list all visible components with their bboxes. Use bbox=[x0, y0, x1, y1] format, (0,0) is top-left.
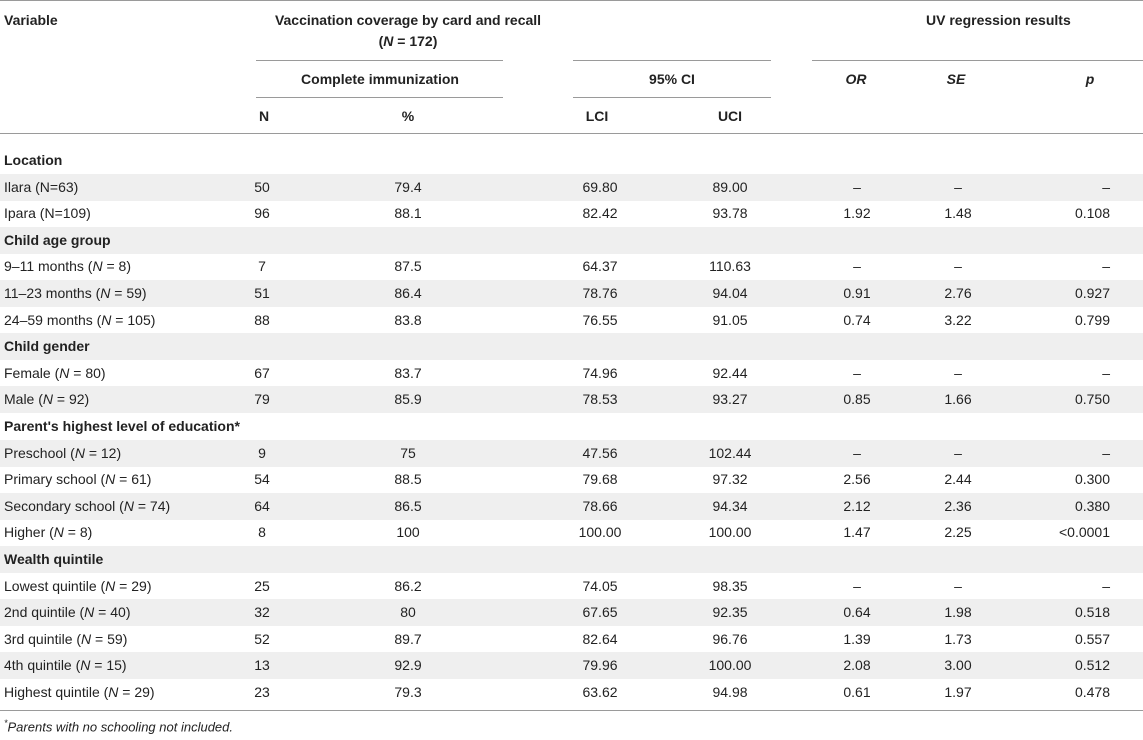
cell-lci: 47.56 bbox=[582, 444, 618, 461]
row-label bbox=[4, 280, 147, 307]
top-rule bbox=[0, 0, 1143, 1]
uv-results-rule bbox=[812, 60, 1143, 61]
cell-se: 1.98 bbox=[944, 604, 972, 621]
cell-p: 0.927 bbox=[1074, 285, 1110, 301]
table-row bbox=[0, 493, 1143, 520]
cell-n: 7 bbox=[258, 258, 266, 275]
cell-uci: 100.00 bbox=[708, 657, 752, 674]
table-row bbox=[0, 679, 1143, 706]
cell-uci: 89.00 bbox=[712, 178, 748, 195]
row-label bbox=[4, 519, 92, 546]
cell-p: 0.799 bbox=[1074, 311, 1110, 328]
cell-se: 2.25 bbox=[944, 524, 972, 541]
table-row bbox=[0, 466, 1143, 493]
row-label-it: N bbox=[105, 577, 116, 594]
header-variable: Variable bbox=[4, 12, 58, 28]
table-row bbox=[0, 253, 1143, 280]
cell-n: 13 bbox=[254, 657, 270, 674]
cell-or: – bbox=[853, 258, 861, 275]
cell-lci: 74.96 bbox=[582, 364, 618, 381]
cell-pct: 86.5 bbox=[394, 497, 422, 514]
row-label-post: = 29) bbox=[115, 577, 152, 594]
cell-lci: 63.62 bbox=[582, 684, 618, 700]
section-label-text: Child gender bbox=[4, 338, 90, 355]
row-label-pre: Primary school ( bbox=[4, 471, 106, 488]
table-row bbox=[0, 307, 1143, 334]
cell-p: – bbox=[1102, 444, 1110, 461]
header-coverage-line1: Vaccination coverage by card and recall bbox=[274, 12, 542, 28]
section-row bbox=[0, 413, 1143, 440]
cell-p: 0.518 bbox=[1074, 604, 1110, 621]
row-label-it: N bbox=[101, 311, 112, 328]
row-label-pre: Ilara (N=63) bbox=[4, 178, 79, 195]
cell-lci: 74.05 bbox=[582, 577, 618, 594]
cell-se: – bbox=[954, 577, 962, 594]
cell-n: 32 bbox=[254, 604, 270, 621]
header-bottom-rule bbox=[0, 133, 1143, 134]
row-label-pre: Preschool ( bbox=[4, 444, 75, 461]
row-label-it: N bbox=[92, 258, 103, 275]
cell-or: 2.12 bbox=[843, 497, 871, 514]
row-label bbox=[4, 466, 151, 493]
cell-p: 0.380 bbox=[1074, 497, 1110, 514]
header-se: SE bbox=[946, 71, 966, 87]
cell-lci: 79.96 bbox=[582, 657, 618, 674]
cell-p: 0.478 bbox=[1074, 684, 1110, 700]
row-label-post: = 15) bbox=[90, 657, 127, 674]
header-or: OR bbox=[845, 71, 867, 87]
cell-lci: 78.53 bbox=[582, 391, 618, 408]
row-label-pre: Secondary school ( bbox=[4, 497, 124, 514]
table-row bbox=[0, 652, 1143, 679]
header-p: p bbox=[1085, 71, 1095, 87]
section-label bbox=[4, 546, 103, 573]
cell-or: 1.39 bbox=[843, 630, 871, 647]
row-label-it: N bbox=[84, 604, 95, 621]
cell-se: – bbox=[954, 178, 962, 195]
section-label bbox=[4, 227, 111, 254]
row-label-it: N bbox=[80, 657, 91, 674]
cell-uci: 91.05 bbox=[712, 311, 748, 328]
cell-lci: 67.65 bbox=[582, 604, 618, 621]
table-row bbox=[0, 174, 1143, 201]
section-label-text: Location bbox=[4, 152, 63, 168]
cell-or: 0.91 bbox=[843, 285, 871, 301]
row-label-post: = 61) bbox=[115, 471, 152, 488]
cell-uci: 94.34 bbox=[712, 497, 748, 514]
header-lci: LCI bbox=[585, 108, 609, 124]
subheader-rule-ci bbox=[573, 97, 771, 98]
cell-n: 96 bbox=[254, 205, 270, 222]
row-label-post: = 74) bbox=[133, 497, 171, 514]
cell-n: 25 bbox=[254, 577, 270, 594]
row-label-pre: Lowest quintile ( bbox=[4, 577, 106, 594]
cell-lci: 78.76 bbox=[582, 285, 618, 301]
table-row bbox=[0, 280, 1143, 307]
row-label-it: N bbox=[81, 630, 92, 647]
table-row bbox=[0, 386, 1143, 413]
row-label-it: N bbox=[42, 391, 54, 408]
cell-p: 0.108 bbox=[1074, 205, 1110, 222]
section-label bbox=[4, 333, 90, 360]
row-label-pre: 9–11 months ( bbox=[4, 258, 93, 275]
cell-or: – bbox=[853, 364, 861, 381]
cell-or: 1.92 bbox=[843, 205, 871, 222]
row-label-it: N bbox=[59, 364, 70, 381]
cell-pct: 87.5 bbox=[394, 258, 422, 275]
table-row bbox=[0, 626, 1143, 653]
row-label bbox=[4, 493, 170, 520]
cell-p: 0.300 bbox=[1074, 471, 1110, 488]
cell-lci: 82.64 bbox=[582, 630, 618, 647]
cell-pct: 75 bbox=[400, 444, 416, 461]
row-label-pre: 3rd quintile ( bbox=[4, 630, 82, 647]
cell-se: – bbox=[954, 364, 962, 381]
row-label-it: N bbox=[105, 471, 116, 488]
cell-se: – bbox=[954, 258, 962, 275]
cell-pct: 88.1 bbox=[394, 205, 422, 222]
cell-se: 1.66 bbox=[944, 391, 972, 408]
row-label-post: = 8) bbox=[102, 258, 131, 275]
row-label-post: = 12) bbox=[84, 444, 122, 461]
row-label-post: = 29) bbox=[118, 684, 155, 700]
row-label-pre: Male ( bbox=[4, 391, 43, 408]
header-complete-immunization: Complete immunization bbox=[301, 71, 459, 87]
row-label-pre: Female ( bbox=[4, 364, 60, 381]
cell-se: 1.97 bbox=[944, 684, 972, 700]
header-ci95: 95% CI bbox=[649, 71, 695, 87]
cell-or: 2.56 bbox=[843, 471, 871, 488]
cell-pct: 79.4 bbox=[394, 178, 422, 195]
footnote bbox=[4, 718, 233, 734]
cell-se: 1.73 bbox=[944, 630, 972, 647]
header-coverage-n-italic: N bbox=[383, 33, 394, 49]
row-label bbox=[4, 360, 106, 387]
row-label-pre: Higher ( bbox=[4, 524, 54, 541]
cell-lci: 100.00 bbox=[578, 524, 622, 541]
cell-uci: 110.63 bbox=[709, 258, 751, 275]
row-label-pre: 2nd quintile ( bbox=[4, 604, 85, 621]
section-label-text: Wealth quintile bbox=[4, 551, 104, 567]
cell-or: 0.64 bbox=[843, 604, 871, 621]
cell-pct: 79.3 bbox=[394, 684, 422, 700]
cell-or: 2.08 bbox=[843, 657, 871, 674]
section-row bbox=[0, 333, 1143, 360]
table-row bbox=[0, 573, 1143, 600]
cell-or: 0.85 bbox=[843, 391, 871, 408]
cell-pct: 100 bbox=[396, 524, 420, 541]
row-label bbox=[4, 679, 155, 706]
cell-pct: 83.7 bbox=[394, 364, 422, 381]
section-label bbox=[4, 413, 240, 440]
cell-pct: 92.9 bbox=[394, 657, 422, 674]
header-pct: % bbox=[401, 108, 415, 124]
section-label-text: Child age group bbox=[4, 231, 111, 248]
cell-uci: 92.35 bbox=[712, 604, 748, 621]
row-label bbox=[4, 200, 91, 227]
cell-pct: 86.2 bbox=[394, 577, 422, 594]
section-row bbox=[0, 147, 1143, 174]
header-n: N bbox=[258, 108, 270, 124]
cell-p: 0.750 bbox=[1074, 391, 1110, 408]
cell-pct: 86.4 bbox=[394, 285, 422, 301]
cell-n: 50 bbox=[254, 178, 270, 195]
header-coverage-n-value: = 172) bbox=[393, 33, 438, 49]
cell-uci: 93.78 bbox=[712, 205, 748, 222]
cell-pct: 88.5 bbox=[394, 471, 422, 488]
cell-p: 0.557 bbox=[1074, 630, 1110, 647]
cell-n: 88 bbox=[254, 311, 270, 328]
cell-n: 23 bbox=[254, 684, 270, 700]
row-label-pre: 4th quintile ( bbox=[4, 657, 81, 674]
cell-n: 9 bbox=[258, 444, 266, 461]
cell-uci: 94.98 bbox=[712, 684, 748, 700]
table-row bbox=[0, 360, 1143, 387]
cell-se: 3.22 bbox=[944, 311, 972, 328]
cell-pct: 80 bbox=[400, 604, 416, 621]
row-label-post: = 105) bbox=[111, 311, 156, 328]
cell-pct: 83.8 bbox=[394, 311, 422, 328]
cell-se: – bbox=[954, 444, 962, 461]
subheader-rule-left bbox=[256, 97, 503, 98]
row-label-it: N bbox=[74, 444, 85, 461]
row-label bbox=[4, 626, 127, 653]
row-label bbox=[4, 440, 121, 467]
cell-lci: 79.68 bbox=[582, 471, 618, 488]
table-row bbox=[0, 599, 1143, 626]
cell-uci: 102.44 bbox=[708, 444, 752, 461]
cell-or: – bbox=[853, 444, 861, 461]
cell-lci: 82.42 bbox=[582, 205, 618, 222]
cell-or: – bbox=[853, 178, 861, 195]
cell-lci: 69.80 bbox=[582, 178, 618, 195]
row-label bbox=[4, 386, 89, 413]
cell-pct: 89.7 bbox=[394, 630, 422, 647]
row-label bbox=[4, 307, 155, 334]
row-label-post: = 92) bbox=[53, 391, 90, 408]
footnote-text: Parents with no schooling not included. bbox=[7, 719, 233, 735]
row-label bbox=[4, 174, 78, 201]
row-label-it: N bbox=[108, 684, 119, 700]
row-label-pre: 11–23 months ( bbox=[4, 285, 101, 301]
cell-n: 64 bbox=[254, 497, 270, 514]
cell-se: 2.36 bbox=[944, 497, 972, 514]
section-label-text: Parent's highest level of education* bbox=[4, 418, 240, 434]
row-label-pre: Highest quintile ( bbox=[4, 684, 109, 700]
cell-n: 8 bbox=[258, 524, 266, 541]
cell-n: 52 bbox=[254, 630, 270, 647]
cell-uci: 97.32 bbox=[712, 471, 748, 488]
cell-uci: 98.35 bbox=[712, 577, 748, 594]
cell-lci: 64.37 bbox=[582, 258, 618, 275]
complete-immunization-rule bbox=[256, 60, 503, 61]
section-row bbox=[0, 227, 1143, 254]
row-label-it: N bbox=[53, 524, 64, 541]
row-label bbox=[4, 652, 127, 679]
table-bottom-rule bbox=[0, 710, 1143, 711]
cell-or: 1.47 bbox=[843, 524, 871, 541]
cell-or: – bbox=[853, 577, 861, 594]
cell-or: 0.61 bbox=[843, 684, 871, 700]
cell-uci: 100.00 bbox=[708, 524, 752, 541]
row-label bbox=[4, 573, 152, 600]
cell-p: – bbox=[1102, 258, 1110, 275]
section-row bbox=[0, 546, 1143, 573]
header-coverage-line2: (N = 172) bbox=[378, 33, 438, 49]
row-label-post: = 40) bbox=[94, 604, 131, 621]
section-label bbox=[4, 147, 62, 174]
table-row bbox=[0, 519, 1143, 546]
row-label-it: N bbox=[100, 285, 111, 301]
row-label-post: = 59) bbox=[91, 630, 128, 647]
cell-pct: 85.9 bbox=[394, 391, 422, 408]
row-label-pre: 24–59 months ( bbox=[4, 311, 102, 328]
cell-uci: 96.76 bbox=[712, 630, 748, 647]
ci95-rule bbox=[573, 60, 771, 61]
cell-n: 54 bbox=[254, 471, 270, 488]
cell-or: 0.74 bbox=[843, 311, 871, 328]
cell-p: 0.512 bbox=[1074, 657, 1110, 674]
cell-n: 51 bbox=[254, 285, 270, 301]
cell-n: 67 bbox=[254, 364, 270, 381]
row-label-it: N bbox=[123, 497, 134, 514]
header-uci: UCI bbox=[717, 108, 743, 124]
table-row bbox=[0, 200, 1143, 227]
cell-n: 79 bbox=[254, 391, 270, 408]
table-row bbox=[0, 440, 1143, 467]
header-uv-results: UV regression results bbox=[926, 12, 1071, 28]
cell-p: – bbox=[1102, 364, 1110, 381]
row-label bbox=[4, 253, 131, 280]
cell-uci: 94.04 bbox=[712, 285, 748, 301]
cell-se: 1.48 bbox=[944, 205, 972, 222]
row-label-post: = 8) bbox=[63, 524, 93, 541]
cell-p: <0.0001 bbox=[1059, 524, 1110, 541]
cell-p: – bbox=[1102, 178, 1110, 195]
row-label-post: = 80) bbox=[69, 364, 106, 381]
footnote-mark: * bbox=[4, 718, 8, 728]
cell-p: – bbox=[1102, 577, 1110, 594]
cell-se: 2.76 bbox=[944, 285, 972, 301]
cell-lci: 76.55 bbox=[582, 311, 618, 328]
cell-uci: 92.44 bbox=[712, 364, 748, 381]
cell-lci: 78.66 bbox=[582, 497, 618, 514]
row-label bbox=[4, 599, 131, 626]
row-label-pre: Ipara (N=109) bbox=[4, 205, 91, 222]
cell-se: 3.00 bbox=[944, 657, 972, 674]
cell-se: 2.44 bbox=[944, 471, 972, 488]
cell-uci: 93.27 bbox=[712, 391, 748, 408]
row-label-post: = 59) bbox=[110, 285, 147, 301]
